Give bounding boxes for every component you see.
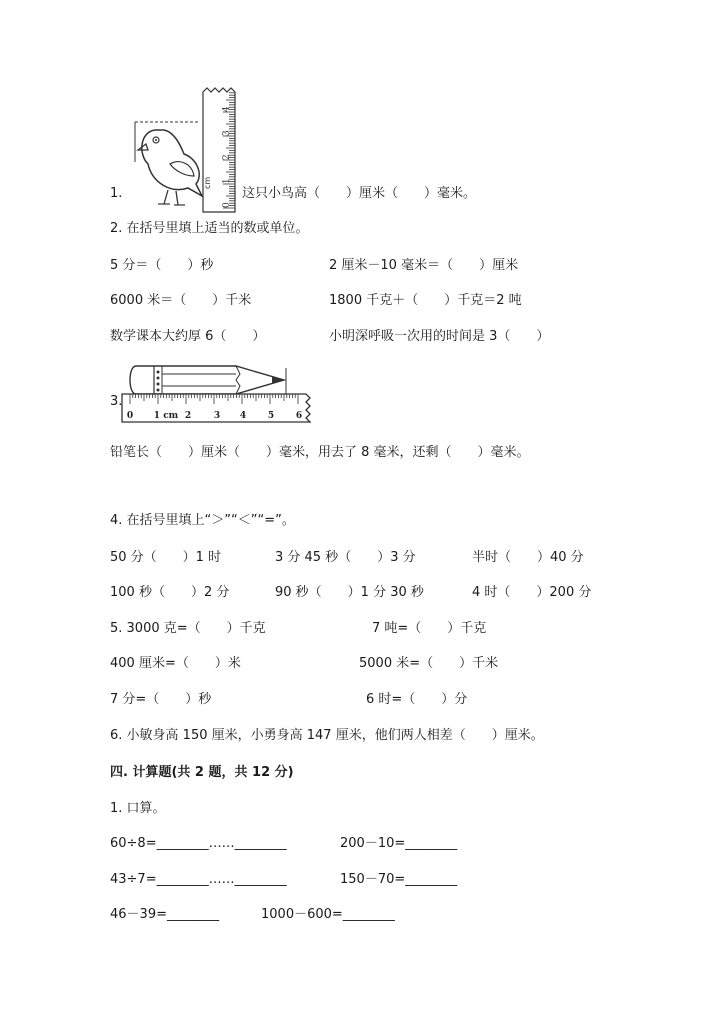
- q4-title: 4. 在括号里填上“＞”“＜”“=”。: [110, 513, 295, 528]
- ruler-tick-label: 3: [222, 130, 232, 136]
- calc-item: 150－70=________: [340, 872, 458, 887]
- ruler-tick-label: 1: [222, 178, 232, 184]
- calc-item: 200－10=________: [340, 836, 458, 851]
- q4-item: 90 秒（ ）1 分 30 秒: [275, 585, 424, 600]
- q2-item: 6000 米＝（ ）千米: [110, 293, 252, 308]
- hruler-tick-label: 0: [126, 411, 134, 421]
- q4-item: 100 秒（ ）2 分: [110, 585, 230, 600]
- q5-item: 400 厘米=（ ）米: [110, 656, 241, 671]
- q2-item: 2 厘米－10 毫米＝（ ）厘米: [329, 258, 519, 273]
- q1-number: 1.: [110, 186, 123, 201]
- q4-item: 3 分 45 秒（ ）3 分: [275, 550, 416, 565]
- section-heading: 四. 计算题(共 2 题，共 12 分): [110, 765, 294, 780]
- hruler-tick-label: 4: [239, 411, 247, 421]
- q2-item: 1800 千克＋（ ）千克＝2 吨: [329, 293, 522, 308]
- hruler-tick-label: 6: [295, 411, 303, 421]
- calc-item: 46－39=________: [110, 907, 219, 922]
- q5-item: 6 时=（ ）分: [366, 692, 468, 707]
- q3-question: 铅笔长（ ）厘米（ ）毫米，用去了 8 毫米，还剩（ ）毫米。: [110, 445, 530, 460]
- q4-item: 4 时（ ）200 分: [472, 585, 592, 600]
- hruler-tick-label: 5: [267, 411, 275, 421]
- q2-item: 数学课本大约厚 6（ ）: [110, 329, 266, 344]
- ruler-tick-label: 2: [222, 154, 232, 160]
- ruler-unit-label: cm: [203, 176, 212, 189]
- q5-item: 7 分=（ ）秒: [110, 692, 212, 707]
- q1-question: 这只小鸟高（ ）厘米（ ）毫米。: [242, 186, 477, 201]
- q5-item: 5000 米=（ ）千米: [359, 656, 499, 671]
- q6-question: 6. 小敏身高 150 厘米，小勇身高 147 厘米，他们两人相差（ ）厘米。: [110, 728, 544, 743]
- ruler-tick-label: 0: [222, 202, 232, 208]
- q2-title: 2. 在括号里填上适当的数或单位。: [110, 221, 309, 236]
- subsection-title: 1. 口算。: [110, 801, 166, 816]
- calc-item: 43÷7=________……________: [110, 872, 287, 887]
- q2-item: 5 分＝（ ）秒: [110, 258, 214, 273]
- calc-item: 60÷8=________……________: [110, 836, 287, 851]
- hruler-tick-label: 3: [213, 411, 221, 421]
- q3-number: 3.: [110, 394, 123, 409]
- vertical-ruler: [203, 88, 237, 214]
- q2-item: 小明深呼吸一次用的时间是 3（ ）: [329, 329, 550, 344]
- horizontal-ruler: [122, 394, 318, 424]
- calc-item: 1000－600=________: [261, 907, 395, 922]
- ruler-tick-label: 4: [222, 106, 232, 112]
- q4-item: 半时（ ）40 分: [472, 550, 584, 565]
- pencil-illustration: [126, 364, 296, 396]
- q5-item: 5. 3000 克=（ ）千克: [110, 621, 266, 636]
- q4-item: 50 分（ ）1 时: [110, 550, 222, 565]
- hruler-tick-label: 1 cm: [153, 411, 179, 421]
- hruler-tick-label: 2: [184, 411, 192, 421]
- q5-item: 7 吨=（ ）千克: [372, 621, 487, 636]
